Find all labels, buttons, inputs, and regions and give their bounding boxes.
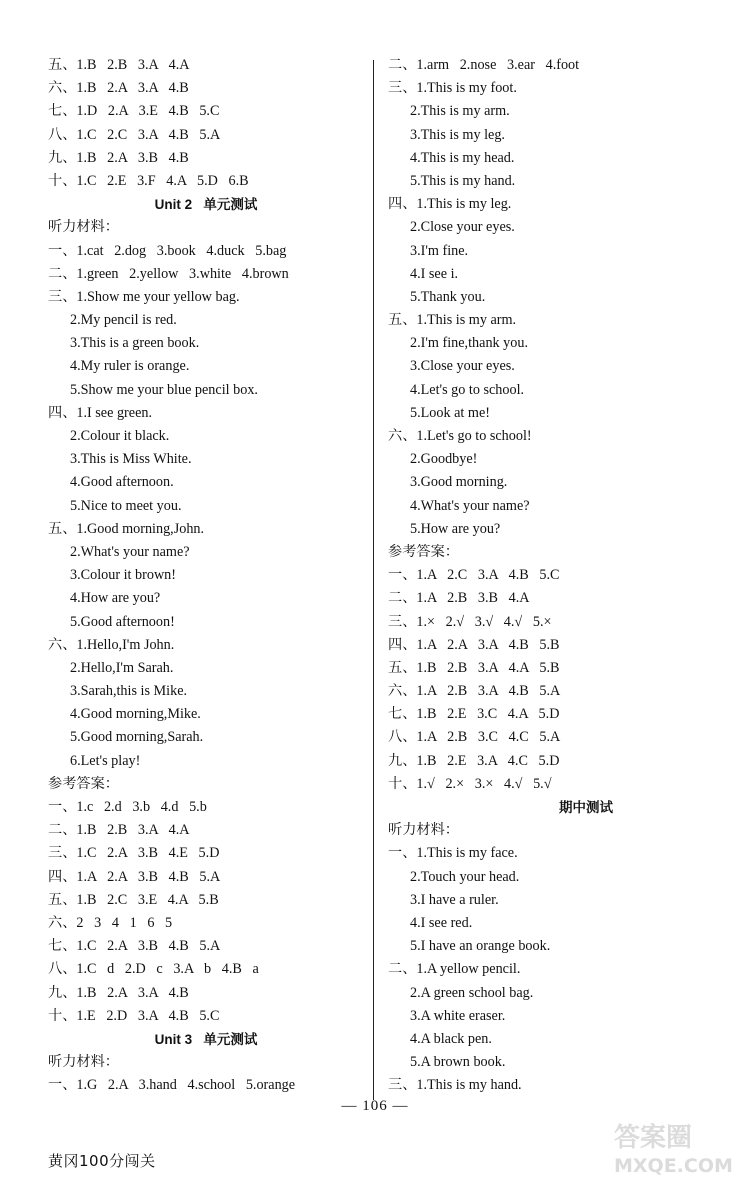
right-column bbox=[388, 54, 718, 1097]
right-line: 2.A green school bag. bbox=[410, 984, 534, 1001]
left-line: 四、1.I see green. bbox=[48, 404, 153, 421]
right-line: 4.What's your name? bbox=[410, 497, 530, 514]
right-line: 2.I'm fine,thank you. bbox=[410, 335, 529, 352]
left-line: 4.How are you? bbox=[70, 590, 161, 607]
left-line: 一、1.cat 2.dog 3.book 4.duck 5.bag bbox=[48, 242, 287, 259]
left-line: 5.Nice to meet you. bbox=[70, 497, 182, 514]
right-line: 五、1.This is my arm. bbox=[388, 312, 517, 329]
left-line: 五、1.B 2.B 3.A 4.A bbox=[48, 57, 190, 73]
right-line: 5.A brown book. bbox=[410, 1054, 506, 1071]
watermark-line2: MXQE.COM bbox=[614, 1155, 733, 1177]
left-line: 五、1.B 2.C 3.E 4.A 5.B bbox=[48, 891, 219, 908]
left-line: 2.Hello,I'm Sarah. bbox=[70, 659, 174, 676]
right-line: 九、1.B 2.E 3.A 4.C 5.D bbox=[388, 752, 560, 769]
watermark-line1: 答案圈 bbox=[614, 1123, 693, 1153]
right-line: 4.This is my head. bbox=[410, 149, 515, 166]
right-line: 五、1.B 2.B 3.A 4.A 5.B bbox=[388, 659, 560, 676]
right-line: 5.Look at me! bbox=[410, 404, 490, 421]
left-line: 二、1.green 2.yellow 3.white 4.brown bbox=[48, 265, 289, 282]
right-line: 听力材料： bbox=[388, 822, 459, 839]
left-line: 九、1.B 2.A 3.A 4.B bbox=[48, 984, 189, 1001]
right-line: 5.This is my hand. bbox=[410, 172, 516, 189]
page-number: — 106 — bbox=[341, 1098, 409, 1114]
left-line: 4.Good morning,Mike. bbox=[70, 706, 201, 723]
right-line: 4.I see red. bbox=[410, 914, 473, 931]
left-line: 六、1.Hello,I'm John. bbox=[48, 636, 175, 653]
left-line: 听力材料： bbox=[48, 1054, 119, 1071]
right-line: 二、1.arm 2.nose 3.ear 4.foot bbox=[388, 57, 580, 73]
right-line: 四、1.A 2.A 3.A 4.B 5.B bbox=[388, 636, 560, 653]
left-line: 五、1.Good morning,John. bbox=[48, 520, 205, 537]
left-line: 十、1.C 2.E 3.F 4.A 5.D 6.B bbox=[48, 172, 249, 189]
column-divider bbox=[373, 60, 374, 1100]
right-line: 三、1.This is my foot. bbox=[388, 80, 517, 97]
left-line: 3.Sarah,this is Mike. bbox=[70, 683, 188, 700]
right-section-heading: 期中测试 bbox=[559, 800, 613, 815]
left-line: 九、1.B 2.A 3.B 4.B bbox=[48, 149, 189, 166]
right-line: 4.I see i. bbox=[410, 265, 459, 282]
right-line: 5.I have an orange book. bbox=[410, 938, 551, 955]
right-line: 3.I'm fine. bbox=[410, 242, 469, 259]
left-line: 听力材料： bbox=[48, 219, 119, 236]
left-line: 3.Colour it brown! bbox=[70, 567, 177, 584]
left-line: 2.What's your name? bbox=[70, 543, 190, 560]
left-line: 3.This is a green book. bbox=[70, 335, 200, 352]
left-line: 参考答案： bbox=[48, 775, 119, 792]
right-line: 3.A white eraser. bbox=[410, 1007, 506, 1024]
right-line: 七、1.B 2.E 3.C 4.A 5.D bbox=[388, 706, 560, 723]
right-line: 3.Good morning. bbox=[410, 474, 508, 491]
right-line: 六、1.Let's go to school! bbox=[388, 428, 532, 444]
left-line: 七、1.C 2.A 3.B 4.B 5.A bbox=[48, 938, 221, 955]
left-line: 3.This is Miss White. bbox=[70, 451, 192, 468]
right-line: 十、1.√ 2.× 3.× 4.√ 5.√ bbox=[388, 775, 552, 792]
right-line: 四、1.This is my leg. bbox=[388, 196, 512, 213]
footer-title: 黄冈100分闯关 bbox=[48, 1152, 156, 1170]
right-line: 4.Let's go to school. bbox=[410, 381, 525, 398]
right-line: 一、1.This is my face. bbox=[388, 845, 518, 862]
left-section-heading: Unit 2 单元测试 bbox=[154, 197, 258, 213]
left-line: 三、1.C 2.A 3.B 4.E 5.D bbox=[48, 845, 220, 862]
left-line: 4.My ruler is orange. bbox=[70, 358, 190, 375]
left-line: 八、1.C d 2.D c 3.A b 4.B a bbox=[48, 961, 259, 978]
right-line: 三、1.× 2.√ 3.√ 4.√ 5.× bbox=[388, 613, 552, 630]
left-line: 七、1.D 2.A 3.E 4.B 5.C bbox=[48, 103, 220, 120]
right-line: 2.Goodbye! bbox=[410, 451, 478, 468]
left-line: 6.Let's play! bbox=[70, 752, 141, 769]
left-line: 5.Good afternoon! bbox=[70, 613, 175, 630]
right-line: 2.Close your eyes. bbox=[410, 219, 515, 236]
right-line: 三、1.This is my hand. bbox=[388, 1077, 522, 1094]
right-line: 2.Touch your head. bbox=[410, 868, 520, 885]
right-line: 八、1.A 2.B 3.C 4.C 5.A bbox=[388, 729, 561, 746]
right-line: 3.This is my leg. bbox=[410, 126, 505, 143]
right-line: 一、1.A 2.C 3.A 4.B 5.C bbox=[388, 567, 560, 584]
left-line: 5.Show me your blue pencil box. bbox=[70, 381, 258, 398]
right-line: 4.A black pen. bbox=[410, 1030, 492, 1047]
left-line: 二、1.B 2.B 3.A 4.A bbox=[48, 822, 190, 839]
left-column bbox=[48, 54, 364, 1097]
right-line: 六、1.A 2.B 3.A 4.B 5.A bbox=[388, 683, 561, 700]
left-line: 5.Good morning,Sarah. bbox=[70, 729, 204, 746]
right-line: 2.This is my arm. bbox=[410, 103, 510, 120]
right-line: 参考答案： bbox=[388, 543, 459, 560]
right-line: 5.How are you? bbox=[410, 520, 501, 537]
left-line: 一、1.G 2.A 3.hand 4.school 5.orange bbox=[48, 1077, 296, 1094]
right-line: 3.I have a ruler. bbox=[410, 891, 499, 908]
left-line: 八、1.C 2.C 3.A 4.B 5.A bbox=[48, 126, 221, 143]
right-line: 5.Thank you. bbox=[410, 288, 486, 305]
left-line: 2.Colour it black. bbox=[70, 428, 170, 444]
left-line: 十、1.E 2.D 3.A 4.B 5.C bbox=[48, 1007, 220, 1024]
left-line: 2.My pencil is red. bbox=[70, 312, 177, 329]
left-line: 六、2 3 4 1 6 5 bbox=[48, 914, 173, 931]
left-line: 四、1.A 2.A 3.B 4.B 5.A bbox=[48, 868, 221, 885]
left-section-heading: Unit 3 单元测试 bbox=[154, 1031, 258, 1047]
right-line: 二、1.A yellow pencil. bbox=[388, 961, 521, 978]
left-line: 三、1.Show me your yellow bag. bbox=[48, 288, 240, 305]
left-line: 六、1.B 2.A 3.A 4.B bbox=[48, 80, 189, 97]
right-line: 3.Close your eyes. bbox=[410, 358, 515, 375]
right-line: 二、1.A 2.B 3.B 4.A bbox=[388, 590, 530, 607]
watermark-logo bbox=[606, 1118, 744, 1178]
left-line: 4.Good afternoon. bbox=[70, 474, 174, 491]
left-line: 一、1.c 2.d 3.b 4.d 5.b bbox=[48, 799, 207, 815]
